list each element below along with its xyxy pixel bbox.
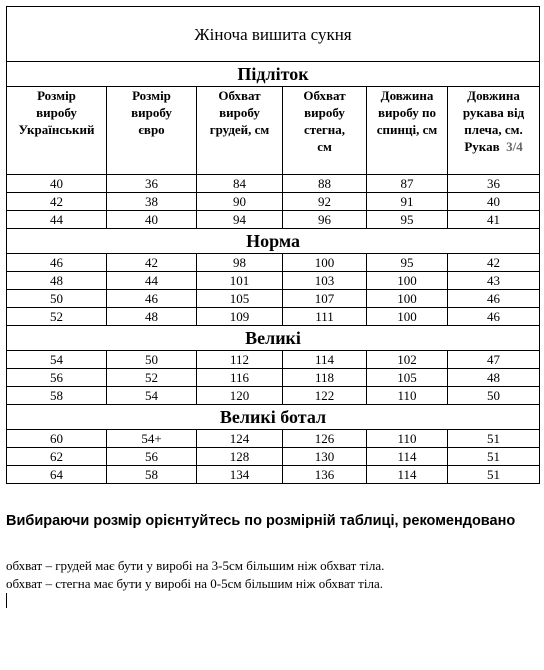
table-cell: 40 <box>7 175 107 193</box>
table-cell: 64 <box>7 466 107 484</box>
header-sleeve-length: Довжина рукава від плеча, см. Рукав 3/4 <box>448 87 540 175</box>
table-title: Жіноча вишита сукня <box>7 7 540 62</box>
table-cell: 110 <box>367 430 448 448</box>
text-cursor <box>6 593 7 608</box>
table-cell: 114 <box>283 351 367 369</box>
header-back-length: Довжина виробу по спинці, см <box>367 87 448 175</box>
table-row <box>7 369 540 387</box>
table-cell: 44 <box>107 272 197 290</box>
section-title: Норма <box>7 229 540 254</box>
table-cell: 110 <box>367 387 448 405</box>
table-row <box>7 430 540 448</box>
table-cell: 48 <box>7 272 107 290</box>
table-cell: 90 <box>197 193 283 211</box>
table-cell: 43 <box>448 272 540 290</box>
table-cell: 48 <box>107 308 197 326</box>
section-title: Великі <box>7 326 540 351</box>
table-cell: 42 <box>107 254 197 272</box>
table-cell: 105 <box>367 369 448 387</box>
table-row <box>7 387 540 405</box>
table-cell: 109 <box>197 308 283 326</box>
table-cell: 42 <box>448 254 540 272</box>
table-row <box>7 211 540 229</box>
table-cell: 52 <box>107 369 197 387</box>
table-cell: 122 <box>283 387 367 405</box>
section-title: Підліток <box>7 62 540 87</box>
table-cell: 94 <box>197 211 283 229</box>
table-cell: 103 <box>283 272 367 290</box>
table-cell: 62 <box>7 448 107 466</box>
table-cell: 95 <box>367 211 448 229</box>
table-cell: 111 <box>283 308 367 326</box>
table-cell: 50 <box>107 351 197 369</box>
table-cell: 51 <box>448 430 540 448</box>
table-cell: 126 <box>283 430 367 448</box>
table-cell: 136 <box>283 466 367 484</box>
table-cell: 38 <box>107 193 197 211</box>
table-cell: 46 <box>448 290 540 308</box>
note-line-hip: обхват – стегна має бути у виробі на 0-5см більшим ніж обхват тіла. <box>6 576 383 591</box>
table-cell: 54 <box>107 387 197 405</box>
table-cell: 102 <box>367 351 448 369</box>
table-cell: 58 <box>7 387 107 405</box>
table-cell: 46 <box>7 254 107 272</box>
table-row <box>7 466 540 484</box>
table-cell: 100 <box>367 290 448 308</box>
header-hip: Обхват виробу стегна, см <box>283 87 367 175</box>
table-cell: 114 <box>367 448 448 466</box>
table-cell: 50 <box>448 387 540 405</box>
table-cell: 54+ <box>107 430 197 448</box>
table-cell: 52 <box>7 308 107 326</box>
table-cell: 58 <box>107 466 197 484</box>
table-cell: 87 <box>367 175 448 193</box>
table-cell: 128 <box>197 448 283 466</box>
table-cell: 51 <box>448 448 540 466</box>
table-cell: 120 <box>197 387 283 405</box>
table-row <box>7 175 540 193</box>
table-cell: 114 <box>367 466 448 484</box>
table-cell: 96 <box>283 211 367 229</box>
header-chest: Обхват виробу грудей, см <box>197 87 283 175</box>
table-cell: 105 <box>197 290 283 308</box>
table-cell: 46 <box>448 308 540 326</box>
table-row <box>7 448 540 466</box>
table-cell: 51 <box>448 466 540 484</box>
table-cell: 130 <box>283 448 367 466</box>
table-cell: 44 <box>7 211 107 229</box>
table-cell: 92 <box>283 193 367 211</box>
table-cell: 91 <box>367 193 448 211</box>
table-cell: 84 <box>197 175 283 193</box>
table-row <box>7 290 540 308</box>
note-heading: Вибираючи розмір орієнтуйтесь по розмірній таблиці, рекомендовано <box>6 513 516 529</box>
table-cell: 116 <box>197 369 283 387</box>
table-cell: 50 <box>7 290 107 308</box>
table-cell: 88 <box>283 175 367 193</box>
table-cell: 124 <box>197 430 283 448</box>
table-row <box>7 308 540 326</box>
table-cell: 40 <box>448 193 540 211</box>
table-row <box>7 272 540 290</box>
table-cell: 48 <box>448 369 540 387</box>
table-cell: 56 <box>7 369 107 387</box>
table-cell: 107 <box>283 290 367 308</box>
table-cell: 56 <box>107 448 197 466</box>
size-table <box>6 6 540 484</box>
table-cell: 101 <box>197 272 283 290</box>
table-row <box>7 351 540 369</box>
table-cell: 36 <box>448 175 540 193</box>
table-cell: 42 <box>7 193 107 211</box>
table-cell: 60 <box>7 430 107 448</box>
table-cell: 95 <box>367 254 448 272</box>
table-cell: 134 <box>197 466 283 484</box>
table-row <box>7 254 540 272</box>
section-title: Великі ботал <box>7 405 540 430</box>
table-cell: 112 <box>197 351 283 369</box>
table-cell: 54 <box>7 351 107 369</box>
table-cell: 100 <box>283 254 367 272</box>
table-cell: 118 <box>283 369 367 387</box>
table-row <box>7 193 540 211</box>
table-cell: 36 <box>107 175 197 193</box>
header-size-eu: Розмір виробу євро <box>107 87 197 175</box>
table-cell: 46 <box>107 290 197 308</box>
table-cell: 41 <box>448 211 540 229</box>
table-cell: 100 <box>367 308 448 326</box>
table-cell: 100 <box>367 272 448 290</box>
note-line-chest: обхват – грудей має бути у виробі на 3-5см більшим ніж обхват тіла. <box>6 558 385 573</box>
table-cell: 40 <box>107 211 197 229</box>
header-size-ua: Розмір виробу Український <box>7 87 107 175</box>
table-cell: 47 <box>448 351 540 369</box>
table-cell: 98 <box>197 254 283 272</box>
